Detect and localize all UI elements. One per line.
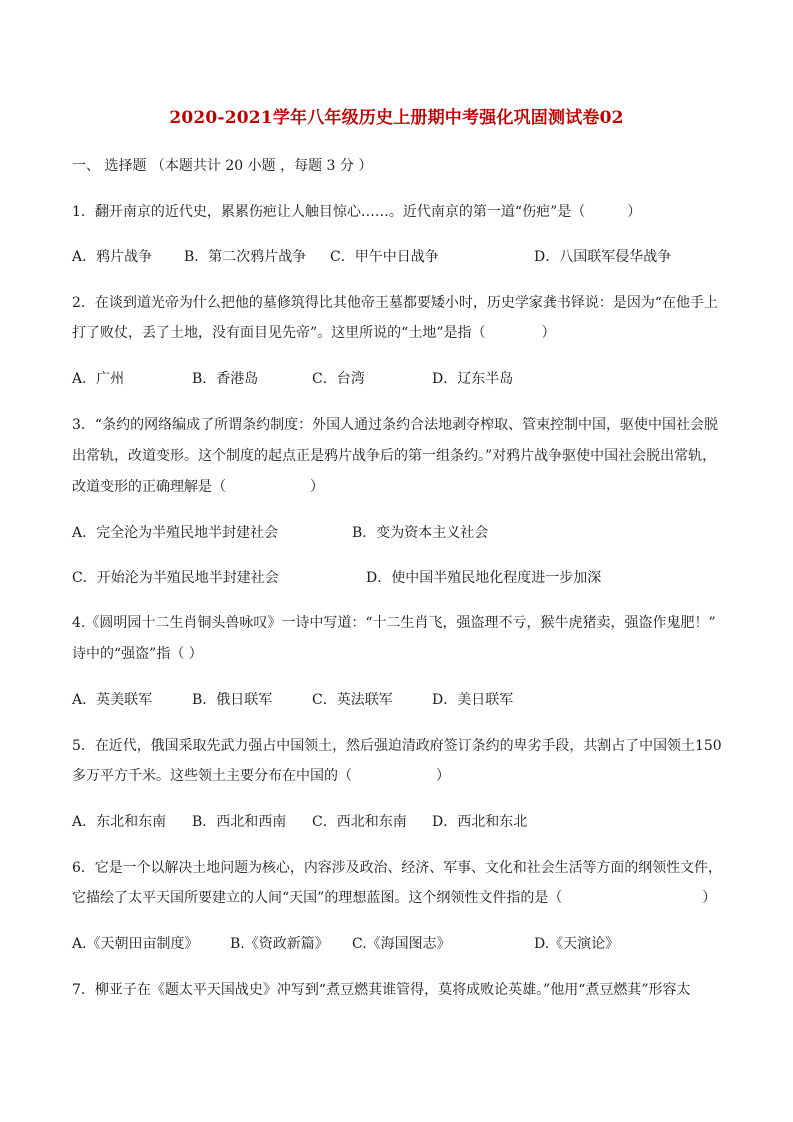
- q2-option-a: A．广州: [72, 371, 125, 387]
- q4-option-c: C．英法联军: [312, 692, 393, 708]
- q5-option-d: D．西北和东北: [432, 814, 528, 830]
- question-6-text-line-1: 6．它是一个以解决土地问题为核心，内容涉及政治、经济、军事、文化和社会生活等方面的纲领性文件，: [72, 860, 722, 876]
- question-3-text-line-3: 改道变形的正确理解是（ ）: [72, 479, 324, 495]
- q1-option-b: B．第二次鸦片战争: [184, 249, 307, 265]
- section-heading: 一、 选择题 （本题共计 20 小题 ，每题 3 分 ）: [72, 158, 373, 174]
- q4-option-a: A．英美联军: [72, 692, 153, 708]
- question-5-text-line-1: 5．在近代，俄国采取先武力强占中国领土，然后强迫清政府签订条约的卑劣手段，共割占了中国领土150: [72, 738, 722, 754]
- q6-option-c: C.《海国图志》: [352, 936, 451, 952]
- q3-option-c: C．开始沦为半殖民地半封建社会: [72, 570, 279, 586]
- q6-option-d: D.《天演论》: [534, 936, 620, 952]
- question-4-text-line-1: 4.《圆明园十二生肖铜头兽咏叹》一诗中写道：“十二生肖飞，强盗理不亏，猴牛虎猪卖，强盗作鬼肥！”: [72, 615, 716, 631]
- question-6-text-line-2: 它描绘了太平天国所要建立的人间“天国”的理想蓝图。这个纲领性文件指的是（ ）: [72, 890, 717, 906]
- q3-option-b: B．变为资本主义社会: [352, 525, 489, 541]
- q6-option-b: B.《资政新篇》: [230, 936, 329, 952]
- q1-option-c: C．甲午中日战争: [330, 249, 439, 265]
- q2-option-d: D．辽东半岛: [432, 371, 514, 387]
- q5-option-c: C．西北和东南: [312, 814, 407, 830]
- question-5-text-line-2: 多万平方千米。这些领土主要分布在中国的（ ）: [72, 768, 450, 784]
- q6-option-a: A.《天朝田亩制度》: [72, 936, 199, 952]
- page-title: 2020-2021学年八年级历史上册期中考强化巩固测试卷02: [169, 108, 624, 128]
- question-1-text: 1．翻开南京的近代史，累累伤疤让人触目惊心……。近代南京的第一道“伤疤”是（ ）: [72, 204, 642, 220]
- q5-option-a: A．东北和东南: [72, 814, 167, 830]
- q3-option-d: D．使中国半殖民地化程度进一步加深: [366, 570, 602, 586]
- question-2-text-line-1: 2．在谈到道光帝为什么把他的墓修筑得比其他帝王墓都要矮小时，历史学家龚书铎说：是因为“在他手上: [72, 295, 719, 311]
- q3-option-a: A．完全沦为半殖民地半封建社会: [72, 525, 279, 541]
- q1-option-d: D．八国联军侵华战争: [534, 249, 672, 265]
- q4-option-d: D．美日联军: [432, 692, 514, 708]
- q2-option-c: C．台湾: [312, 371, 365, 387]
- q5-option-b: B．西北和西南: [192, 814, 287, 830]
- q2-option-b: B．香港岛: [192, 371, 259, 387]
- q1-option-a: A．鸦片战争: [72, 249, 153, 265]
- question-2-text-line-2: 打了败仗，丢了土地，没有面目见先帝”。这里所说的“土地”是指（ ）: [72, 325, 556, 341]
- q4-option-b: B．俄日联军: [192, 692, 273, 708]
- question-7-text-line-1: 7．柳亚子在《题太平天国战史》冲写到“煮豆燃萁谁管得，莫将成败论英雄。”他用“煮豆燃萁”形容太: [72, 982, 691, 998]
- question-3-text-line-1: 3．“条约的网络编成了所谓条约制度：外国人通过条约合法地剥夺榨取、管束控制中国，驱使中国社会脱: [72, 417, 719, 433]
- question-4-text-line-2: 诗中的“强盗”指（ ）: [72, 646, 203, 662]
- question-3-text-line-2: 出常轨，改道变形。这个制度的起点正是鸦片战争后的第一组条约。”对鸦片战争驱使中国社会脱出常轨，: [72, 448, 717, 464]
